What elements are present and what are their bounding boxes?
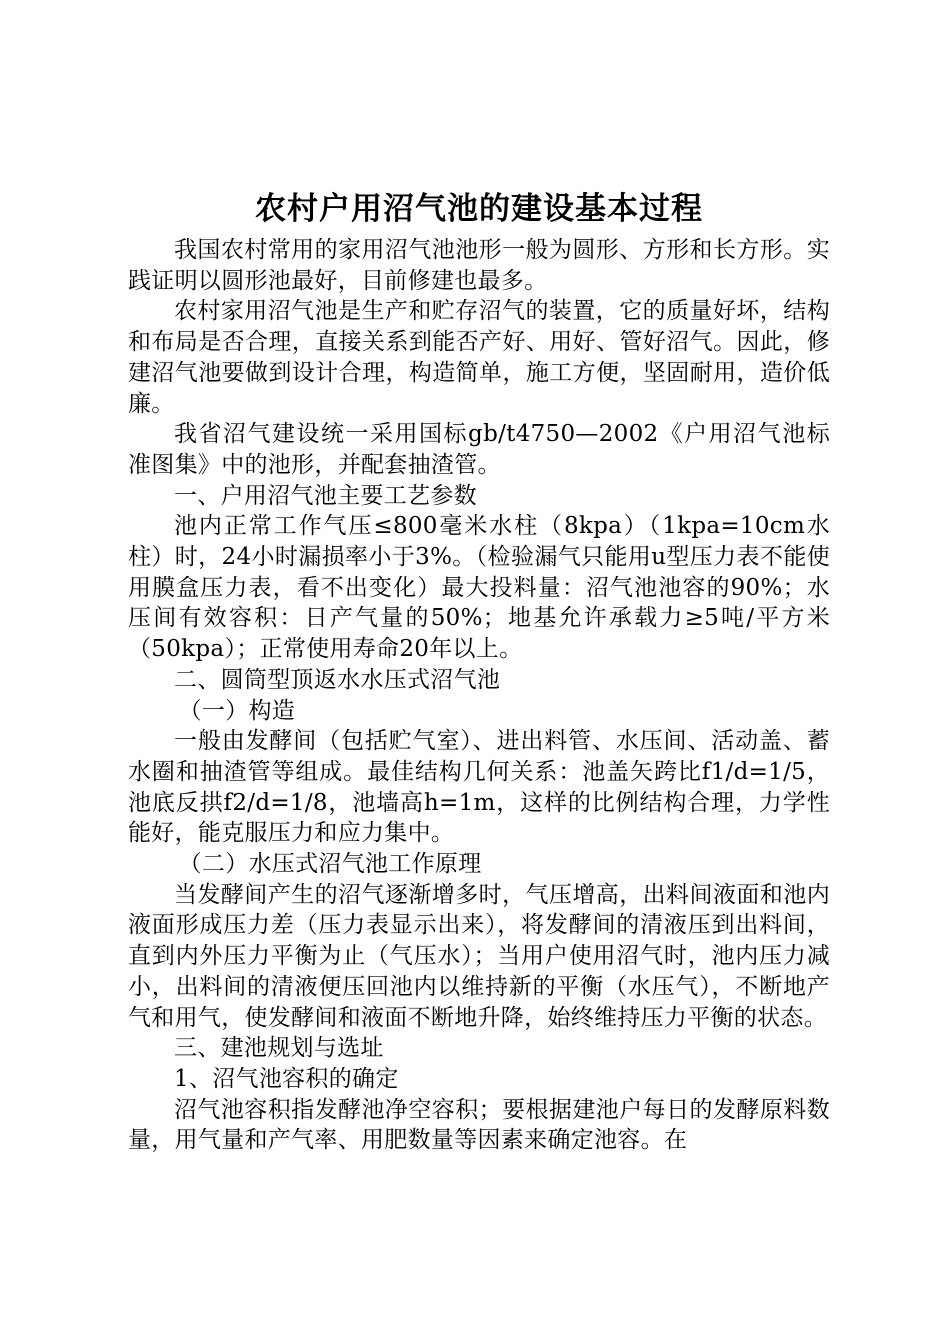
subsection-heading-3: 1、沼气池容积的确定 (174, 1065, 399, 1092)
document-title: 农村户用沼气池的建设基本过程 (255, 191, 703, 227)
paragraph-parameters: 池内正常工作气压≤800毫米水柱（8kpa）（1kpa=10cm水柱）时，24小时漏损率小于3%。（检验漏气只能用u型压力表不能使用膜盒压力表，看不出变化）最大投料量：沼气池池容的90%；水压间有效容积：日产气量的50%；地基允许承载力≥5吨/平方米（50kpa）；正常使用寿命20年以上。 (128, 513, 830, 663)
section-heading-3: 三、建池规划与选址 (174, 1035, 384, 1062)
paragraph-principle: 当发酵间产生的沼气逐渐增多时，气压增高，出料间液面和池内液面形成压力差（压力表显示出来），将发酵间的清液压到出料间，直到内外压力平衡为止（气压水）；当用户使用沼气时，池内压力减小，出料间的清液便压回池内以维持新的平衡（水压气），不断地产气和用气，使发酵间和液面不断地升降，始终维持压力平衡的状态。 (128, 881, 830, 1031)
document-page (128, 183, 830, 1156)
paragraph-standard: 我省沼气建设统一采用国标gb/t4750—2002《户用沼气池标准图集》中的池形，并配套抽渣管。 (128, 421, 830, 478)
paragraph-structure: 一般由发酵间（包括贮气室）、进出料管、水压间、活动盖、蓄水圈和抽渣管等组成。最佳结构几何关系：池盖矢跨比f1/d=1/5，池底反拱f2/d=1/8，池墙高h=1m，这样的比例结构合理，力学性能好，能克服压力和应力集中。 (128, 728, 830, 847)
section-heading-2: 二、圆筒型顶返水水压式沼气池 (174, 666, 501, 693)
paragraph-intro: 我国农村常用的家用沼气池池形一般为圆形、方形和长方形。实践证明以圆形池最好，目前修建也最多。 (128, 237, 830, 294)
paragraph-purpose: 农村家用沼气池是生产和贮存沼气的装置，它的质量好坏，结构和布局是否合理，直接关系到能否产好、用好、管好沼气。因此，修建沼气池要做到设计合理，构造简单，施工方便，坚固耐用，造价低廉。 (128, 298, 830, 417)
subsection-heading-1: （一）构造 (178, 697, 296, 724)
subsection-heading-2: （二）水压式沼气池工作原理 (178, 851, 482, 878)
paragraph-volume: 沼气池容积指发酵池净空容积；要根据建池户每日的发酵原料数量，用气量和产气率、用肥数量等因素来确定池容。在 (128, 1096, 830, 1154)
section-heading-1: 一、户用沼气池主要工艺参数 (174, 482, 477, 509)
